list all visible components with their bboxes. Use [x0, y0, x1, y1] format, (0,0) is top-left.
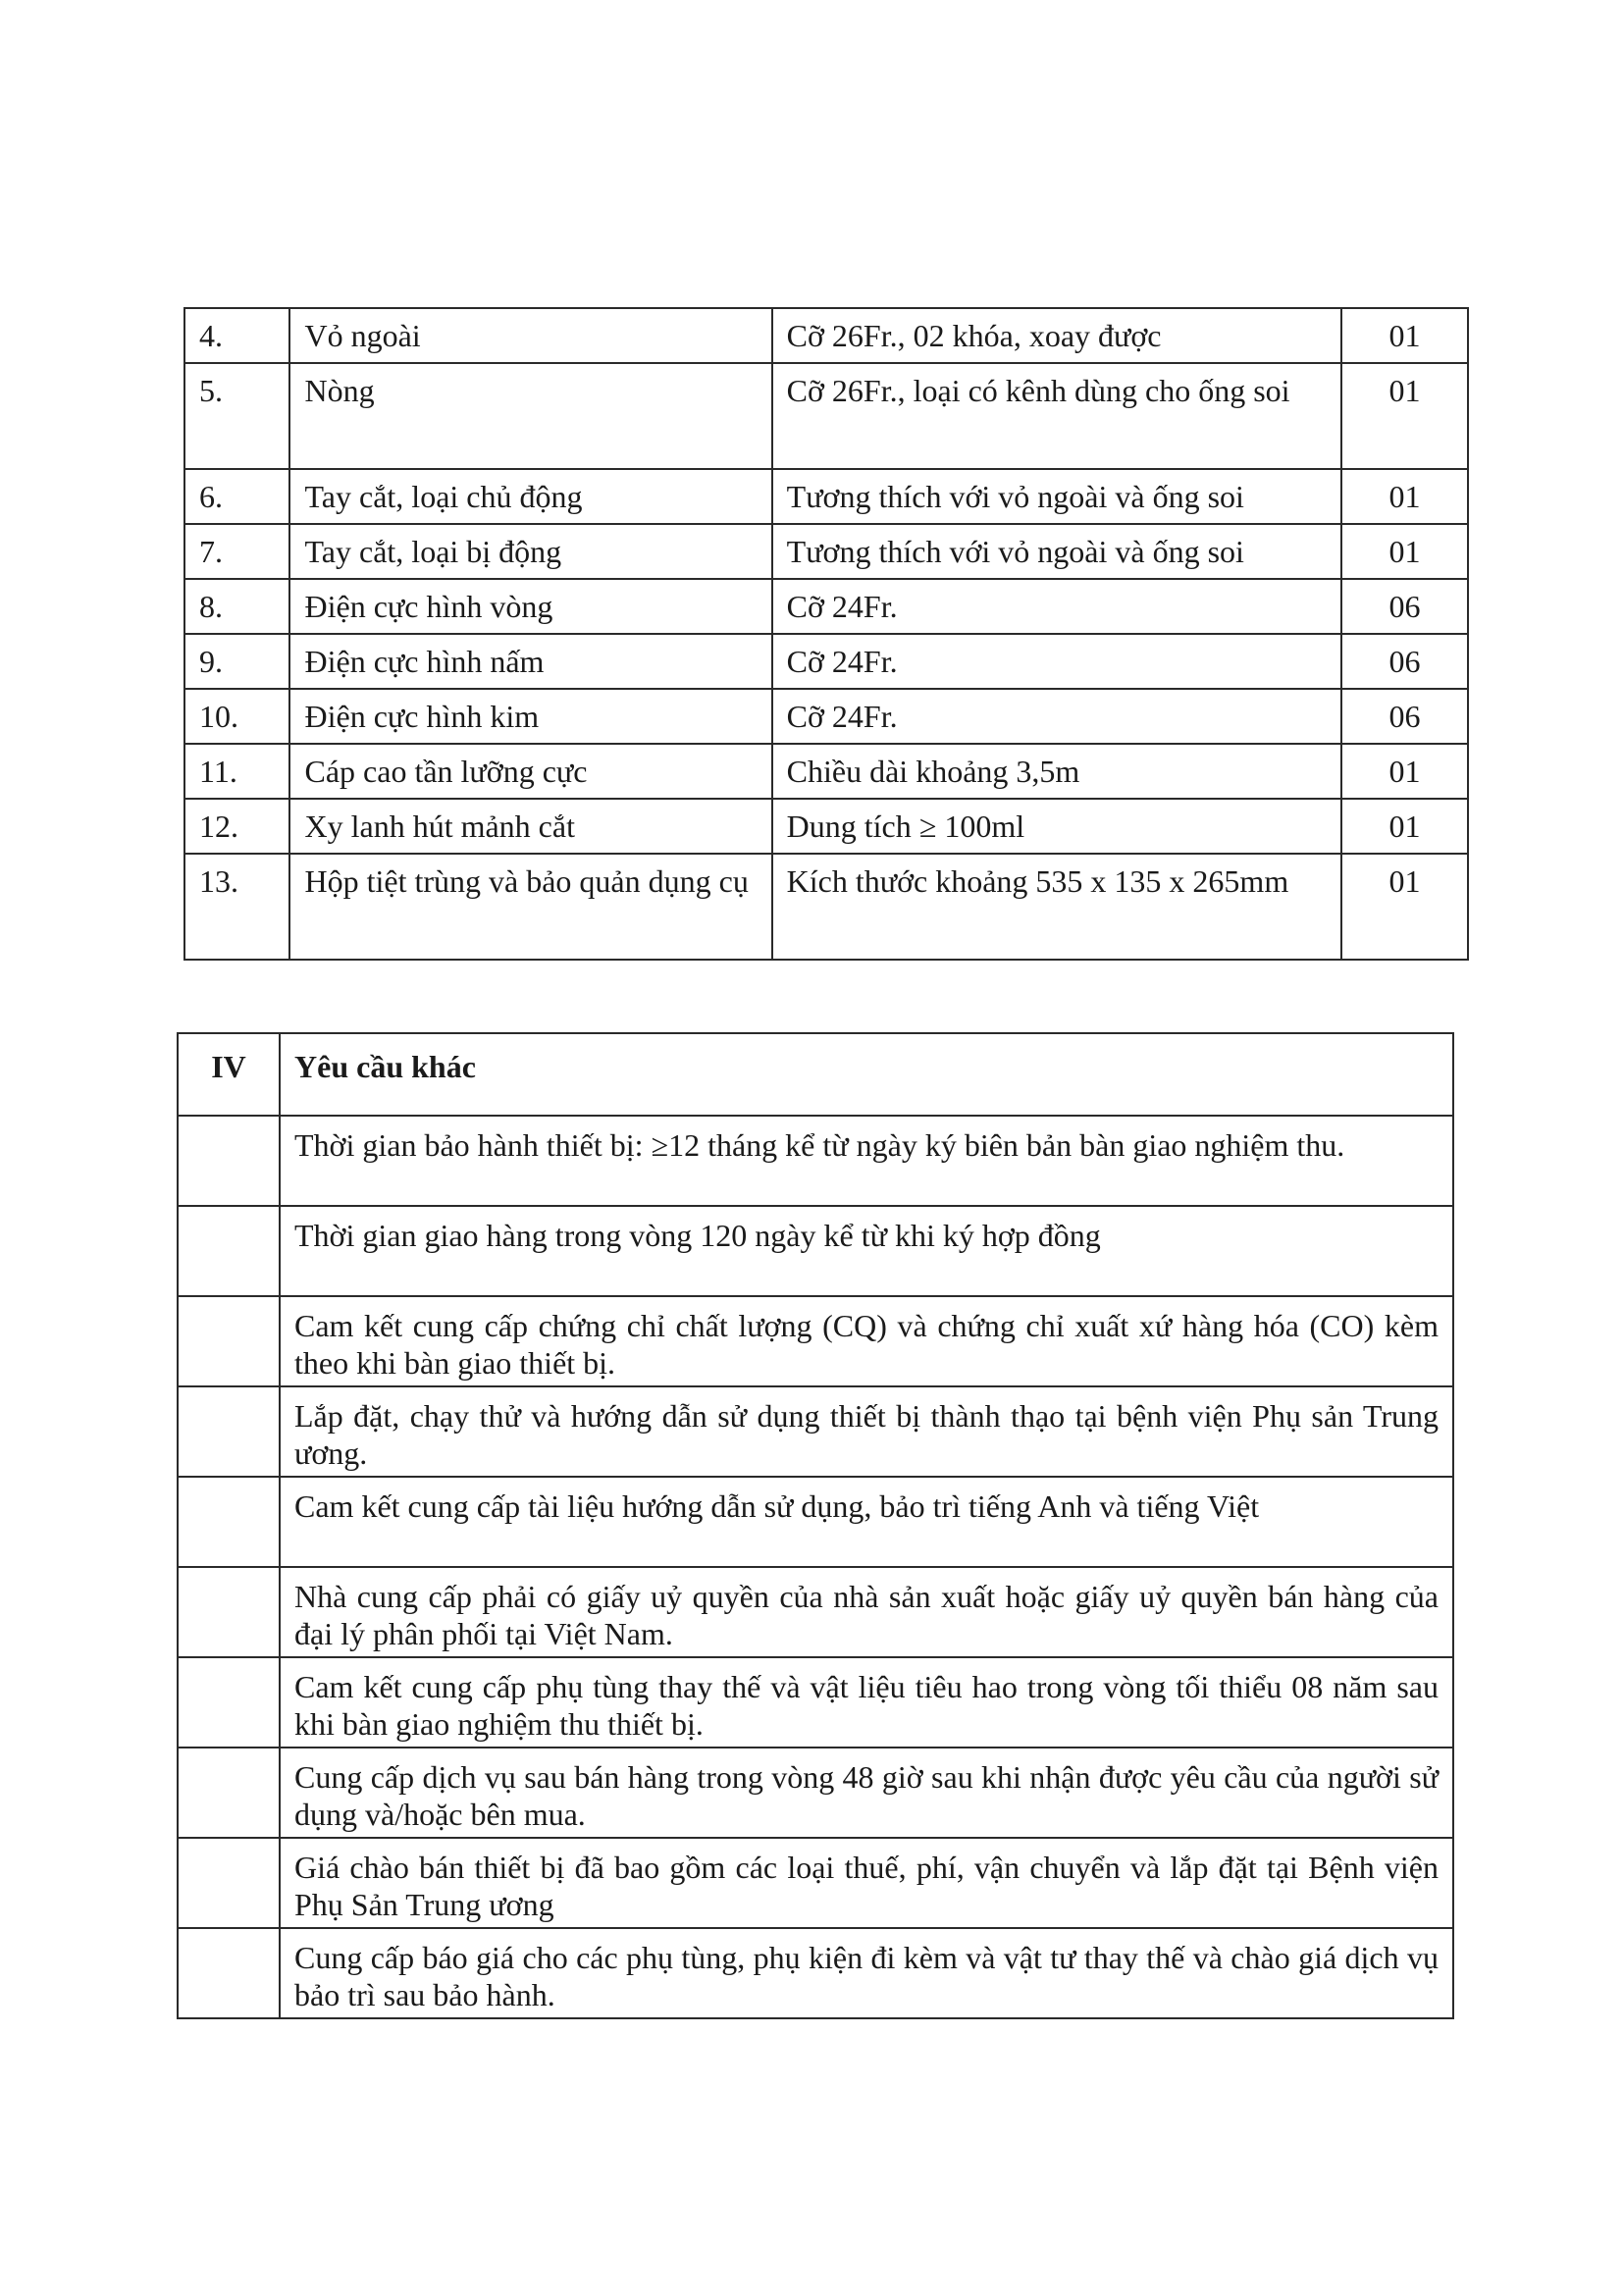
- requirement-row: [178, 1748, 1453, 1838]
- requirement-number-cell: [178, 1296, 280, 1386]
- requirement-number-cell: [178, 1477, 280, 1567]
- requirement-text: Cung cấp báo giá cho các phụ tùng, phụ kiện đi kèm và vật tư thay thế và chào giá dịch vụ bảo trì sau bảo hành.: [280, 1928, 1453, 2018]
- requirement-text: Cam kết cung cấp phụ tùng thay thế và vật liệu tiêu hao trong vòng tối thiểu 08 năm sau khi bàn giao nghiệm thu thiết bị.: [280, 1657, 1453, 1748]
- item-qty: 01: [1341, 308, 1468, 363]
- requirement-text: Lắp đặt, chạy thử và hướng dẫn sử dụng thiết bị thành thạo tại bệnh viện Phụ sản Trung ương.: [280, 1386, 1453, 1477]
- requirement-row: [178, 1477, 1453, 1567]
- item-number: 6.: [184, 469, 289, 524]
- table-row: [184, 308, 1468, 363]
- item-spec: Cỡ 26Fr., 02 khóa, xoay được: [772, 308, 1341, 363]
- requirement-number-cell: [178, 1657, 280, 1748]
- table-row: [184, 363, 1468, 469]
- requirement-number-cell: [178, 1838, 280, 1928]
- requirement-row: [178, 1567, 1453, 1657]
- requirement-number-cell: [178, 1116, 280, 1206]
- requirement-row: [178, 1838, 1453, 1928]
- requirement-row: [178, 1116, 1453, 1206]
- equipment-table: [183, 307, 1469, 961]
- item-qty: 01: [1341, 799, 1468, 854]
- item-qty: 06: [1341, 579, 1468, 634]
- item-spec: Tương thích với vỏ ngoài và ống soi: [772, 469, 1341, 524]
- item-name: Vỏ ngoài: [289, 308, 771, 363]
- item-number: 9.: [184, 634, 289, 689]
- item-qty: 01: [1341, 524, 1468, 579]
- requirements-table: [177, 1032, 1454, 2019]
- item-spec: Chiều dài khoảng 3,5m: [772, 744, 1341, 799]
- item-number: 7.: [184, 524, 289, 579]
- table-row: [184, 524, 1468, 579]
- requirement-text: Cam kết cung cấp chứng chỉ chất lượng (CQ) và chứng chỉ xuất xứ hàng hóa (CO) kèm theo khi bàn giao thiết bị.: [280, 1296, 1453, 1386]
- requirement-text: Thời gian bảo hành thiết bị: ≥12 tháng kể từ ngày ký biên bản bàn giao nghiệm thu.: [280, 1116, 1453, 1206]
- item-number: 13.: [184, 854, 289, 960]
- requirement-number-cell: [178, 1748, 280, 1838]
- section-number: IV: [178, 1033, 280, 1116]
- item-spec: Cỡ 26Fr., loại có kênh dùng cho ống soi: [772, 363, 1341, 469]
- item-name: Xy lanh hút mảnh cắt: [289, 799, 771, 854]
- requirement-text: Giá chào bán thiết bị đã bao gồm các loại thuế, phí, vận chuyển và lắp đặt tại Bệnh viện Phụ Sản Trung ương: [280, 1838, 1453, 1928]
- item-qty: 06: [1341, 689, 1468, 744]
- item-qty: 01: [1341, 469, 1468, 524]
- item-number: 12.: [184, 799, 289, 854]
- item-number: 11.: [184, 744, 289, 799]
- item-name: Nòng: [289, 363, 771, 469]
- requirement-row: [178, 1386, 1453, 1477]
- item-name: Tay cắt, loại chủ động: [289, 469, 771, 524]
- requirement-text: Thời gian giao hàng trong vòng 120 ngày kể từ khi ký hợp đồng: [280, 1206, 1453, 1296]
- requirement-text: Nhà cung cấp phải có giấy uỷ quyền của nhà sản xuất hoặc giấy uỷ quyền bán hàng của đại lý phân phối tại Việt Nam.: [280, 1567, 1453, 1657]
- table-row: [184, 469, 1468, 524]
- table-row: [184, 854, 1468, 960]
- item-number: 5.: [184, 363, 289, 469]
- requirement-number-cell: [178, 1206, 280, 1296]
- table-row: [184, 689, 1468, 744]
- item-spec: Cỡ 24Fr.: [772, 634, 1341, 689]
- requirement-text: Cam kết cung cấp tài liệu hướng dẫn sử dụng, bảo trì tiếng Anh và tiếng Việt: [280, 1477, 1453, 1567]
- requirement-row: [178, 1928, 1453, 2018]
- item-spec: Cỡ 24Fr.: [772, 579, 1341, 634]
- table-row: [184, 634, 1468, 689]
- item-number: 4.: [184, 308, 289, 363]
- item-name: Tay cắt, loại bị động: [289, 524, 771, 579]
- item-number: 10.: [184, 689, 289, 744]
- table-row: [184, 579, 1468, 634]
- section-header-row: [178, 1033, 1453, 1116]
- requirement-number-cell: [178, 1928, 280, 2018]
- requirement-text: Cung cấp dịch vụ sau bán hàng trong vòng 48 giờ sau khi nhận được yêu cầu của người sử dụng và/hoặc bên mua.: [280, 1748, 1453, 1838]
- item-qty: 01: [1341, 363, 1468, 469]
- item-name: Cáp cao tần lưỡng cực: [289, 744, 771, 799]
- item-qty: 01: [1341, 744, 1468, 799]
- section-title: Yêu cầu khác: [280, 1033, 1453, 1116]
- requirement-row: [178, 1657, 1453, 1748]
- item-name: Điện cực hình nấm: [289, 634, 771, 689]
- equipment-table-body: [184, 308, 1468, 960]
- requirements-table-body: [178, 1033, 1453, 2018]
- requirement-number-cell: [178, 1386, 280, 1477]
- item-spec: Dung tích ≥ 100ml: [772, 799, 1341, 854]
- requirement-row: [178, 1206, 1453, 1296]
- requirement-row: [178, 1296, 1453, 1386]
- item-spec: Cỡ 24Fr.: [772, 689, 1341, 744]
- item-name: Hộp tiệt trùng và bảo quản dụng cụ: [289, 854, 771, 960]
- item-qty: 01: [1341, 854, 1468, 960]
- table-row: [184, 744, 1468, 799]
- item-name: Điện cực hình kim: [289, 689, 771, 744]
- item-name: Điện cực hình vòng: [289, 579, 771, 634]
- table-row: [184, 799, 1468, 854]
- item-spec: Tương thích với vỏ ngoài và ống soi: [772, 524, 1341, 579]
- item-number: 8.: [184, 579, 289, 634]
- item-qty: 06: [1341, 634, 1468, 689]
- item-spec: Kích thước khoảng 535 x 135 x 265mm: [772, 854, 1341, 960]
- requirement-number-cell: [178, 1567, 280, 1657]
